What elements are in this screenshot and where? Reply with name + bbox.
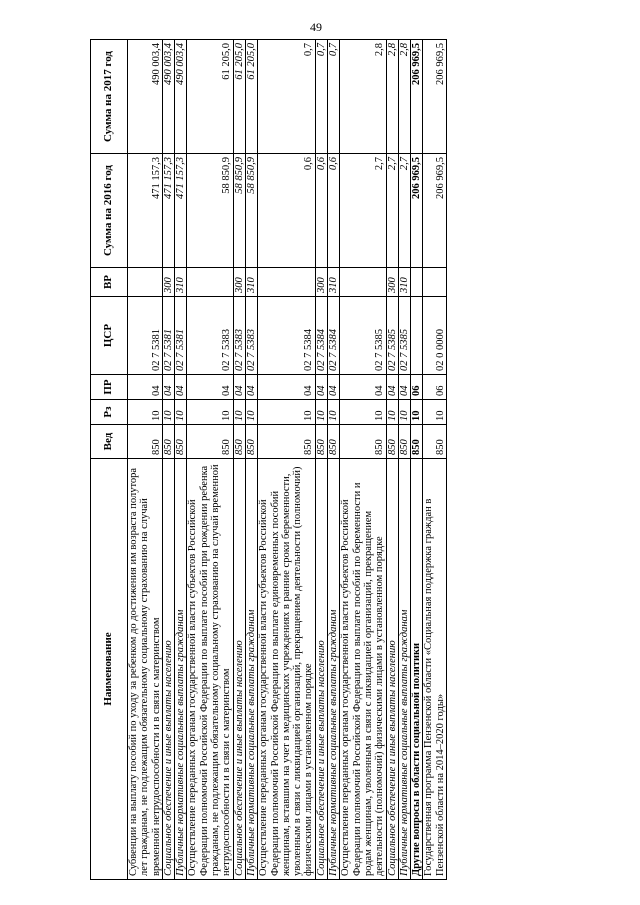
cell-pr: 04 [175, 375, 187, 400]
cell-pr: 06 [411, 375, 423, 400]
cell-vr [340, 268, 386, 297]
cell-name: Публичные нормативные социальные выплаты гражданам [245, 459, 257, 880]
cell-rz: 10 [398, 400, 410, 425]
table-row [162, 40, 174, 880]
cell-rz: 10 [162, 400, 174, 425]
cell-rz: 10 [386, 400, 398, 425]
cell-pr: 04 [233, 375, 245, 400]
cell-pr: 04 [162, 375, 174, 400]
cell-sum-2016: 58 850,9 [187, 154, 233, 268]
cell-vr: 300 [386, 268, 398, 297]
cell-ved: 850 [187, 425, 233, 459]
cell-vr [423, 268, 447, 297]
cell-ved: 850 [328, 425, 340, 459]
cell-sum-2016: 2,7 [398, 154, 410, 268]
cell-sum-2017: 206 969,5 [411, 40, 423, 154]
table-row [187, 40, 233, 880]
cell-csr: 02 7 5383 [187, 297, 233, 375]
cell-ved: 850 [233, 425, 245, 459]
cell-csr: 02 7 5381 [175, 297, 187, 375]
cell-vr: 310 [245, 268, 257, 297]
cell-name: Осуществление переданных органам государственной власти субъектов Российской Федерации полномочий Российской Федерации по выплате единовременных пособий женщинам, вставшим на учет в медицинских учреждениях в ранние сроки беременности, уволенным в связи с ликвидацией организаций, прекращением деятельности (полномочий) физическими лицами в установленном порядке [258, 459, 315, 880]
cell-rz: 10 [340, 400, 386, 425]
cell-pr: 04 [245, 375, 257, 400]
table-row [328, 40, 340, 880]
cell-sum-2017: 61 205,0 [245, 40, 257, 154]
cell-pr: 04 [398, 375, 410, 400]
header-name: Наименование [91, 459, 128, 880]
cell-csr: 02 7 5384 [258, 297, 315, 375]
cell-sum-2017: 0,7 [315, 40, 327, 154]
cell-rz: 10 [175, 400, 187, 425]
cell-pr: 04 [258, 375, 315, 400]
cell-sum-2017: 2,8 [340, 40, 386, 154]
cell-sum-2017: 490 003,4 [162, 40, 174, 154]
cell-pr: 04 [187, 375, 233, 400]
cell-ved: 850 [340, 425, 386, 459]
cell-sum-2016: 0,6 [258, 154, 315, 268]
header-sum-2016: Сумма на 2016 год [91, 154, 128, 268]
cell-name: Другие вопросы в области социальной политики [411, 459, 423, 880]
header-row [91, 40, 128, 880]
header-rz: Рз [91, 400, 128, 425]
cell-csr: 02 7 5383 [233, 297, 245, 375]
cell-vr: 300 [233, 268, 245, 297]
cell-ved: 850 [128, 425, 163, 459]
cell-rz: 10 [423, 400, 447, 425]
table-row [258, 40, 315, 880]
cell-ved: 850 [258, 425, 315, 459]
header-csr: ЦСР [91, 297, 128, 375]
cell-sum-2016: 471 157,3 [162, 154, 174, 268]
cell-name: Государственная программа Пензенской области «Социальная поддержка граждан в Пензенской области на 2014–2020 годы» [423, 459, 447, 880]
cell-ved: 850 [386, 425, 398, 459]
table-body [128, 40, 447, 880]
cell-vr: 300 [315, 268, 327, 297]
cell-csr: 02 7 5381 [162, 297, 174, 375]
cell-rz: 10 [328, 400, 340, 425]
cell-name: Публичные нормативные социальные выплаты гражданам [175, 459, 187, 880]
cell-ved: 850 [175, 425, 187, 459]
cell-vr: 310 [328, 268, 340, 297]
cell-sum-2016: 0,6 [328, 154, 340, 268]
table-row [423, 40, 447, 880]
cell-sum-2017: 2,8 [398, 40, 410, 154]
header-vr: ВР [91, 268, 128, 297]
cell-rz: 10 [258, 400, 315, 425]
cell-pr: 04 [340, 375, 386, 400]
cell-csr: 02 7 5383 [245, 297, 257, 375]
cell-name: Социальное обеспечение и иные выплаты населению [386, 459, 398, 880]
cell-pr: 06 [423, 375, 447, 400]
cell-ved: 850 [315, 425, 327, 459]
header-pr: ПР [91, 375, 128, 400]
table-row [175, 40, 187, 880]
cell-name: Субвенции на выплату пособий по уходу за ребенком до достижения им возраста полутора лет гражданам, не подлежащим обязательному социальному страхованию на случай временной нетрудоспособности и в связи с материнством [128, 459, 163, 880]
cell-sum-2016: 0,6 [315, 154, 327, 268]
cell-ved: 850 [398, 425, 410, 459]
page-number: 49 [310, 20, 322, 34]
cell-sum-2017: 206 969,5 [423, 40, 447, 154]
cell-rz: 10 [411, 400, 423, 425]
cell-pr: 04 [328, 375, 340, 400]
cell-sum-2017: 61 205,0 [187, 40, 233, 154]
cell-name: Публичные нормативные социальные выплаты гражданам [328, 459, 340, 880]
cell-sum-2016: 206 969,5 [411, 154, 423, 268]
cell-sum-2016: 2,7 [386, 154, 398, 268]
cell-ved: 850 [411, 425, 423, 459]
cell-sum-2016: 58 850,9 [245, 154, 257, 268]
cell-sum-2017: 2,8 [386, 40, 398, 154]
cell-name: Социальное обеспечение и иные выплаты населению [162, 459, 174, 880]
cell-rz: 10 [245, 400, 257, 425]
table-row [233, 40, 245, 880]
cell-vr [258, 268, 315, 297]
cell-sum-2017: 61 205,0 [233, 40, 245, 154]
cell-sum-2016: 471 157,3 [128, 154, 163, 268]
cell-sum-2016: 2,7 [340, 154, 386, 268]
header-ved: Вед [91, 425, 128, 459]
cell-pr: 04 [128, 375, 163, 400]
cell-csr: 02 7 5385 [340, 297, 386, 375]
cell-name: Социальное обеспечение и иные выплаты населению [315, 459, 327, 880]
cell-csr [411, 297, 423, 375]
rotated-table-container [90, 40, 565, 880]
cell-csr: 02 7 5385 [398, 297, 410, 375]
cell-sum-2017: 0,7 [258, 40, 315, 154]
cell-sum-2017: 0,7 [328, 40, 340, 154]
cell-sum-2016: 58 850,9 [233, 154, 245, 268]
table-row [411, 40, 423, 880]
cell-sum-2016: 206 969,5 [423, 154, 447, 268]
cell-ved: 850 [245, 425, 257, 459]
cell-rz: 10 [315, 400, 327, 425]
table-row [398, 40, 410, 880]
cell-rz: 10 [128, 400, 163, 425]
cell-csr: 02 7 5384 [328, 297, 340, 375]
cell-csr: 02 7 5385 [386, 297, 398, 375]
cell-name: Осуществление переданных органам государственной власти субъектов Российской Федерации полномочий Российской Федерации по выплате пособий при рождении ребенка гражданам, не подлежащим обязательному социальному страхованию на случай временной нетрудоспособности и в связи с материнством [187, 459, 233, 880]
cell-vr [187, 268, 233, 297]
table-row [386, 40, 398, 880]
cell-ved: 850 [423, 425, 447, 459]
cell-pr: 04 [386, 375, 398, 400]
cell-csr: 02 7 5381 [128, 297, 163, 375]
cell-vr: 310 [175, 268, 187, 297]
cell-vr: 310 [398, 268, 410, 297]
cell-pr: 04 [315, 375, 327, 400]
table-row [245, 40, 257, 880]
table-row [315, 40, 327, 880]
cell-vr [411, 268, 423, 297]
budget-table [90, 39, 447, 880]
cell-vr [128, 268, 163, 297]
cell-sum-2016: 471 157,3 [175, 154, 187, 268]
cell-csr: 02 7 5384 [315, 297, 327, 375]
cell-rz: 10 [187, 400, 233, 425]
cell-ved: 850 [162, 425, 174, 459]
cell-rz: 10 [233, 400, 245, 425]
cell-name: Публичные нормативные социальные выплаты гражданам [398, 459, 410, 880]
cell-name: Осуществление переданных органам государственной власти субъектов Российской Федерации полномочий Российской Федерации по выплате пособий по беременности и родам женщинам, уволенным в связи с ликвидацией организаций, прекращением деятельности (полномочий) физическими лицами в установленном порядке [340, 459, 386, 880]
table-row [340, 40, 386, 880]
cell-csr: 02 0 0000 [423, 297, 447, 375]
header-sum-2017: Сумма на 2017 год [91, 40, 128, 154]
cell-vr: 300 [162, 268, 174, 297]
cell-sum-2017: 490 003,4 [128, 40, 163, 154]
cell-sum-2017: 490 003,4 [175, 40, 187, 154]
table-row [128, 40, 163, 880]
cell-name: Социальное обеспечение и иные выплаты населению [233, 459, 245, 880]
